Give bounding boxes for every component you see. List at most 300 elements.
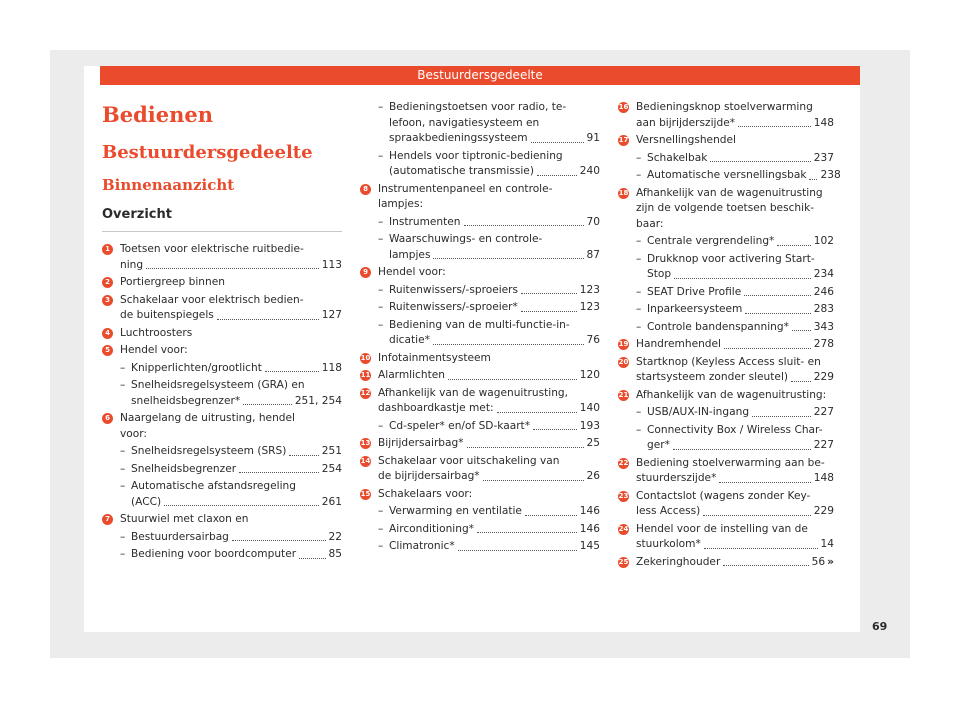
legend-list-1	[102, 242, 342, 563]
dash-marker: –	[378, 419, 384, 432]
legend-subitem	[360, 215, 600, 231]
chapter-title: Bedienen	[102, 102, 214, 127]
item-number-badge: 6	[102, 413, 113, 424]
item-line	[131, 462, 342, 478]
dash-marker: –	[120, 379, 126, 391]
legend-item	[102, 242, 342, 273]
item-text-wrapped: Bediening van de multi-functie-in-	[389, 318, 570, 331]
item-line	[378, 265, 600, 281]
legend-subitem	[360, 100, 600, 147]
legend-list-3	[618, 100, 841, 570]
legend-item	[360, 351, 600, 367]
item-line	[389, 300, 600, 316]
item-text: Handremhendel	[636, 338, 721, 350]
item-text: (automatische transmissie)	[389, 165, 534, 177]
dash-marker: –	[636, 252, 642, 265]
page-reference: 113	[321, 258, 342, 271]
legend-item	[102, 512, 342, 528]
legend-subitem	[360, 283, 600, 299]
leader-dots	[217, 319, 319, 320]
leader-dots	[724, 348, 811, 349]
leader-dots	[521, 311, 577, 312]
page-reference: 26	[586, 470, 600, 482]
leader-dots	[777, 245, 810, 246]
item-text: Portiergreep binnen	[120, 276, 225, 288]
item-line	[647, 438, 834, 454]
item-text: lampjes:	[378, 198, 424, 210]
item-text: stuurderszijde*	[636, 472, 717, 484]
item-text: Knipperlichten/grootlicht	[131, 361, 262, 374]
page-reference: 87	[586, 248, 600, 261]
item-text-wrapped: Connectivity Box / Wireless Char-	[647, 423, 823, 436]
item-text: spraakbedieningssysteem	[389, 132, 528, 144]
legend-item	[618, 388, 834, 404]
item-line	[389, 504, 600, 520]
page-reference: 85	[328, 548, 342, 560]
page-reference: 102	[813, 235, 834, 247]
dash-marker: –	[636, 151, 642, 164]
item-line	[378, 487, 600, 503]
dash-marker: –	[120, 548, 126, 560]
legend-item	[360, 487, 600, 503]
leader-dots	[146, 268, 319, 269]
page-reference: 240	[579, 165, 600, 177]
item-text: Bediening voor boordcomputer	[131, 548, 297, 560]
page-reference: 118	[321, 361, 342, 374]
page-reference: 140	[579, 402, 600, 414]
item-number-badge: 17	[618, 136, 629, 144]
item-line	[647, 405, 834, 421]
page-reference: 251	[321, 445, 342, 457]
item-line	[131, 547, 342, 563]
item-text-wrapped: Hendel voor de instelling van de	[636, 522, 808, 535]
leader-dots	[164, 505, 319, 506]
legend-subitem	[618, 285, 834, 301]
item-text: startsysteem zonder sleutel)	[636, 371, 789, 383]
item-line	[120, 427, 342, 443]
page-reference: 238	[820, 169, 841, 181]
item-text: Afhankelijk van de wagenuitrusting:	[636, 388, 827, 401]
item-number-badge: 19	[618, 340, 629, 348]
item-text: Snelheidsregelsysteem (SRS)	[131, 445, 287, 457]
legend-item	[360, 386, 600, 417]
legend-subitem	[360, 149, 600, 180]
item-line	[378, 197, 600, 213]
leader-dots	[723, 565, 808, 566]
item-line	[389, 131, 600, 147]
legend-subitem	[102, 378, 342, 409]
item-text: Instrumenten	[389, 215, 461, 228]
item-text: voor:	[120, 427, 147, 440]
item-text: dashboardkastje met:	[378, 402, 494, 414]
item-number-badge: 18	[618, 188, 629, 197]
legend-subitem	[102, 462, 342, 478]
item-line	[131, 444, 342, 460]
item-line	[120, 343, 342, 359]
item-line	[647, 168, 841, 184]
item-text: Ruitenwissers/-sproeier*	[389, 301, 518, 313]
leader-dots	[704, 548, 818, 549]
page-reference: 76	[586, 334, 600, 346]
page-reference: 251, 254	[294, 394, 342, 407]
item-text: less Access)	[636, 505, 701, 517]
leader-dots	[710, 161, 810, 162]
item-text: Automatische versnellingsbak	[647, 169, 807, 181]
item-text: Bestuurdersairbag	[131, 530, 229, 543]
item-line	[647, 151, 834, 167]
page-reference: 148	[813, 116, 834, 129]
dash-marker: –	[636, 423, 642, 436]
item-number-badge: 23	[618, 491, 629, 500]
item-line	[636, 504, 834, 520]
page-reference: 261	[321, 495, 342, 508]
subsection-title: Binnenaanzicht	[102, 176, 235, 194]
leader-dots	[467, 447, 584, 448]
page-reference: 246	[813, 285, 834, 298]
leader-dots	[792, 330, 811, 331]
dash-marker: –	[378, 101, 384, 113]
item-line	[636, 388, 834, 404]
item-line	[389, 283, 600, 299]
item-number-badge: 16	[618, 103, 629, 111]
item-number-badge: 15	[360, 489, 371, 498]
dash-marker: –	[378, 540, 384, 552]
legend-item	[618, 456, 834, 487]
leader-dots	[232, 540, 326, 541]
item-text-wrapped: Bediening stoelverwarming aan be-	[636, 456, 825, 469]
item-text-wrapped: Schakelaar voor uitschakeling van	[378, 454, 560, 467]
page-reference: 227	[813, 439, 834, 451]
item-text: Inparkeersysteem	[647, 303, 743, 315]
item-line	[131, 361, 342, 377]
leader-dots	[531, 142, 584, 143]
column-3	[618, 100, 841, 572]
dash-marker: –	[636, 406, 642, 418]
item-text: ning	[120, 258, 144, 271]
page-reference: 146	[579, 505, 600, 517]
legend-subitem	[102, 530, 342, 546]
legend-subitem	[102, 479, 342, 510]
item-text: ger*	[647, 439, 670, 451]
page-reference: 56	[811, 555, 826, 568]
item-text: Schakelbak	[647, 151, 708, 164]
item-line	[647, 267, 834, 283]
item-number-badge: 22	[618, 458, 629, 467]
legend-subitem	[618, 168, 841, 184]
item-number-badge: 20	[618, 357, 629, 366]
item-line	[636, 471, 834, 487]
page-reference: 283	[813, 303, 834, 315]
legend-subitem	[102, 547, 342, 563]
legend-item	[360, 182, 600, 213]
item-text: snelheidsbegrenzer*	[131, 394, 241, 407]
dash-marker: –	[378, 149, 384, 162]
item-text: Hendel voor:	[378, 266, 446, 278]
item-text: Verwarming en ventilatie	[389, 505, 522, 517]
legend-item	[618, 100, 834, 131]
page-reference: 70	[586, 215, 600, 228]
item-line	[120, 308, 342, 324]
item-text: Climatronic*	[389, 540, 455, 552]
item-number-badge: 24	[618, 524, 629, 533]
page-reference: 227	[813, 406, 834, 418]
item-text: stuurkolom*	[636, 538, 701, 550]
item-text-wrapped: Startknop (Keyless Access sluit- en	[636, 355, 821, 368]
leader-dots	[433, 258, 583, 259]
item-text-wrapped: Schakelaar voor elektrisch bedien-	[120, 293, 304, 306]
leader-dots	[703, 515, 810, 516]
item-line	[389, 164, 600, 180]
leader-dots	[243, 404, 292, 405]
item-line	[647, 302, 834, 318]
item-line	[636, 116, 834, 132]
item-line	[131, 530, 342, 546]
legend-subitem	[360, 318, 600, 349]
item-text: Luchtroosters	[120, 326, 193, 339]
page-reference: 91	[586, 132, 600, 144]
leader-dots	[791, 381, 811, 382]
page-reference: 127	[321, 309, 342, 321]
continued-marker: »	[827, 555, 834, 568]
legend-subitem	[618, 320, 834, 336]
leader-dots	[719, 482, 810, 483]
leader-dots	[537, 175, 577, 176]
dash-marker: –	[120, 361, 126, 374]
item-text-wrapped: Snelheidsregelsysteem (GRA) en	[131, 379, 305, 391]
legend-item	[102, 326, 342, 342]
item-number-badge: 7	[102, 514, 113, 525]
item-line	[120, 258, 342, 274]
leader-dots	[433, 344, 584, 345]
item-text: Ruitenwissers/-sproeiers	[389, 283, 519, 296]
item-text: Hendel voor:	[120, 344, 188, 356]
item-line	[120, 275, 342, 291]
item-line	[378, 351, 600, 367]
item-text: Zekeringhouder	[636, 555, 721, 568]
legend-item	[102, 275, 342, 291]
page-reference: 123	[579, 283, 600, 296]
item-line	[647, 285, 834, 301]
item-text: Schakelaars voor:	[378, 487, 473, 500]
item-text: aan bijrijderszijde*	[636, 116, 736, 129]
dash-marker: –	[636, 285, 642, 298]
dash-marker: –	[378, 318, 384, 331]
item-number-badge: 2	[102, 277, 113, 288]
page-reference: 22	[328, 530, 342, 543]
overview-heading: Overzicht	[102, 205, 342, 232]
leader-dots	[477, 532, 577, 533]
item-line	[636, 133, 834, 149]
dash-marker: –	[378, 215, 384, 228]
item-number-badge: 10	[360, 353, 371, 362]
leader-dots	[521, 293, 577, 294]
page-reference: 25	[586, 437, 600, 449]
page-reference: 254	[321, 462, 342, 475]
legend-subitem	[618, 302, 834, 318]
legend-item	[618, 489, 834, 520]
page-reference: 193	[579, 419, 600, 432]
item-line	[636, 217, 834, 233]
legend-subitem	[618, 405, 834, 421]
legend-item	[618, 133, 834, 149]
item-number-badge: 11	[360, 371, 371, 379]
dash-marker: –	[120, 480, 126, 492]
item-line	[636, 555, 834, 571]
leader-dots	[299, 558, 325, 559]
item-text: Snelheidsbegrenzer	[131, 462, 237, 475]
dash-marker: –	[636, 235, 642, 247]
page-reference: 229	[813, 371, 834, 383]
page-reference: 343	[813, 320, 834, 333]
item-line	[389, 522, 600, 538]
item-number-badge: 5	[102, 345, 113, 356]
legend-subitem	[618, 151, 834, 167]
dash-marker: –	[378, 301, 384, 313]
legend-item	[102, 293, 342, 324]
page-number: 69	[872, 620, 888, 633]
leader-dots	[752, 416, 811, 417]
page-reference: 145	[579, 540, 600, 552]
leader-dots	[458, 550, 577, 551]
page-reference: 14	[820, 538, 834, 550]
item-text: Centrale vergrendeling*	[647, 235, 775, 247]
item-number-badge: 3	[102, 295, 113, 306]
page-reference: 234	[813, 268, 834, 280]
item-text-wrapped: Waarschuwings- en controle-	[389, 233, 543, 245]
dash-marker: –	[378, 522, 384, 535]
item-line	[378, 436, 600, 452]
item-number-badge: 25	[618, 557, 629, 566]
item-text: Bijrijdersairbag*	[378, 437, 464, 449]
column-1	[102, 100, 342, 565]
item-number-badge: 4	[102, 328, 113, 339]
legend-item	[102, 411, 342, 442]
dash-marker: –	[120, 445, 126, 457]
item-number-badge: 8	[360, 184, 371, 195]
legend-item	[360, 265, 600, 281]
leader-dots	[738, 126, 811, 127]
page-reference: 237	[813, 151, 834, 164]
item-line	[131, 394, 342, 410]
item-line	[636, 337, 834, 353]
item-text: USB/AUX-IN-ingang	[647, 406, 750, 418]
item-line	[120, 326, 342, 342]
legend-subitem	[618, 234, 834, 250]
item-number-badge: 14	[360, 456, 371, 465]
item-text: Infotainmentsysteem	[378, 351, 491, 364]
item-line	[378, 368, 600, 384]
item-text: dicatie*	[389, 334, 430, 346]
item-line	[378, 401, 600, 417]
dash-marker: –	[636, 320, 642, 333]
item-text-wrapped: Bedieningstoetsen voor radio, te-	[389, 101, 567, 113]
page-reference: 278	[813, 338, 834, 350]
page-reference: 123	[579, 301, 600, 313]
item-text-wrapped: Afhankelijk van de wagenuitrusting,	[378, 386, 568, 399]
page-reference: 120	[579, 369, 600, 381]
running-header: Bestuurdersgedeelte	[100, 66, 860, 85]
item-text: Airconditioning*	[389, 522, 474, 535]
item-line	[389, 333, 600, 349]
page-reference: 148	[813, 472, 834, 484]
dash-marker: –	[636, 169, 642, 181]
leader-dots	[497, 412, 577, 413]
item-text: de bijrijdersairbag*	[378, 470, 480, 482]
item-line	[131, 495, 342, 511]
leader-dots	[265, 371, 319, 372]
item-line	[378, 469, 600, 485]
legend-subitem	[360, 300, 600, 316]
item-text: Cd-speler* en/of SD-kaart*	[389, 419, 531, 432]
item-line	[120, 512, 342, 528]
legend-item	[618, 522, 834, 553]
page-reference: 146	[579, 522, 600, 535]
item-text-wrapped: Automatische afstandsregeling	[131, 480, 296, 492]
item-number-badge: 21	[618, 390, 629, 399]
leader-dots	[744, 295, 811, 296]
legend-item	[360, 454, 600, 485]
item-number-badge: 9	[360, 267, 371, 278]
leader-dots	[483, 480, 584, 481]
legend-item	[618, 186, 834, 233]
item-number-badge: 12	[360, 388, 371, 397]
legend-subitem	[618, 252, 834, 283]
legend-item	[360, 368, 600, 384]
item-text-wrapped: Instrumentenpaneel en controle-	[378, 182, 553, 195]
leader-dots	[809, 179, 817, 180]
item-text: baar:	[636, 217, 664, 230]
item-line	[389, 539, 600, 555]
dash-marker: –	[378, 283, 384, 296]
item-number-badge: 13	[360, 439, 371, 447]
leader-dots	[464, 225, 584, 226]
page-reference: 229	[813, 505, 834, 517]
legend-item	[618, 555, 834, 571]
item-line	[647, 320, 834, 336]
leader-dots	[525, 515, 577, 516]
item-line	[389, 215, 600, 231]
legend-subitem	[360, 522, 600, 538]
legend-item	[618, 337, 834, 353]
section-title: Bestuurdersgedeelte	[102, 142, 313, 163]
dash-marker: –	[120, 462, 126, 475]
item-text-wrapped: Bedieningsknop stoelverwarming	[636, 101, 813, 113]
leader-dots	[448, 379, 577, 380]
item-text-wrapped: Naargelang de uitrusting, hendel	[120, 412, 295, 424]
legend-item	[618, 355, 834, 386]
item-text-wrapped: lefoon, navigatiesysteem en	[389, 116, 540, 129]
item-line	[389, 419, 600, 435]
dash-marker: –	[120, 530, 126, 543]
item-text: Stop	[647, 268, 672, 280]
legend-subitem	[102, 444, 342, 460]
item-text-wrapped: Hendels voor tiptronic-bediening	[389, 149, 563, 162]
leader-dots	[289, 455, 318, 456]
legend-list-2	[360, 100, 600, 555]
item-line	[647, 234, 834, 250]
legend-subitem	[618, 423, 834, 454]
leader-dots	[745, 313, 810, 314]
legend-subitem	[360, 504, 600, 520]
leader-dots	[239, 472, 319, 473]
legend-subitem	[360, 539, 600, 555]
legend-item	[360, 436, 600, 452]
leader-dots	[673, 449, 811, 450]
dash-marker: –	[378, 233, 384, 245]
item-text-wrapped: Contactslot (wagens zonder Key-	[636, 489, 811, 502]
leader-dots	[533, 429, 577, 430]
legend-subitem	[102, 361, 342, 377]
